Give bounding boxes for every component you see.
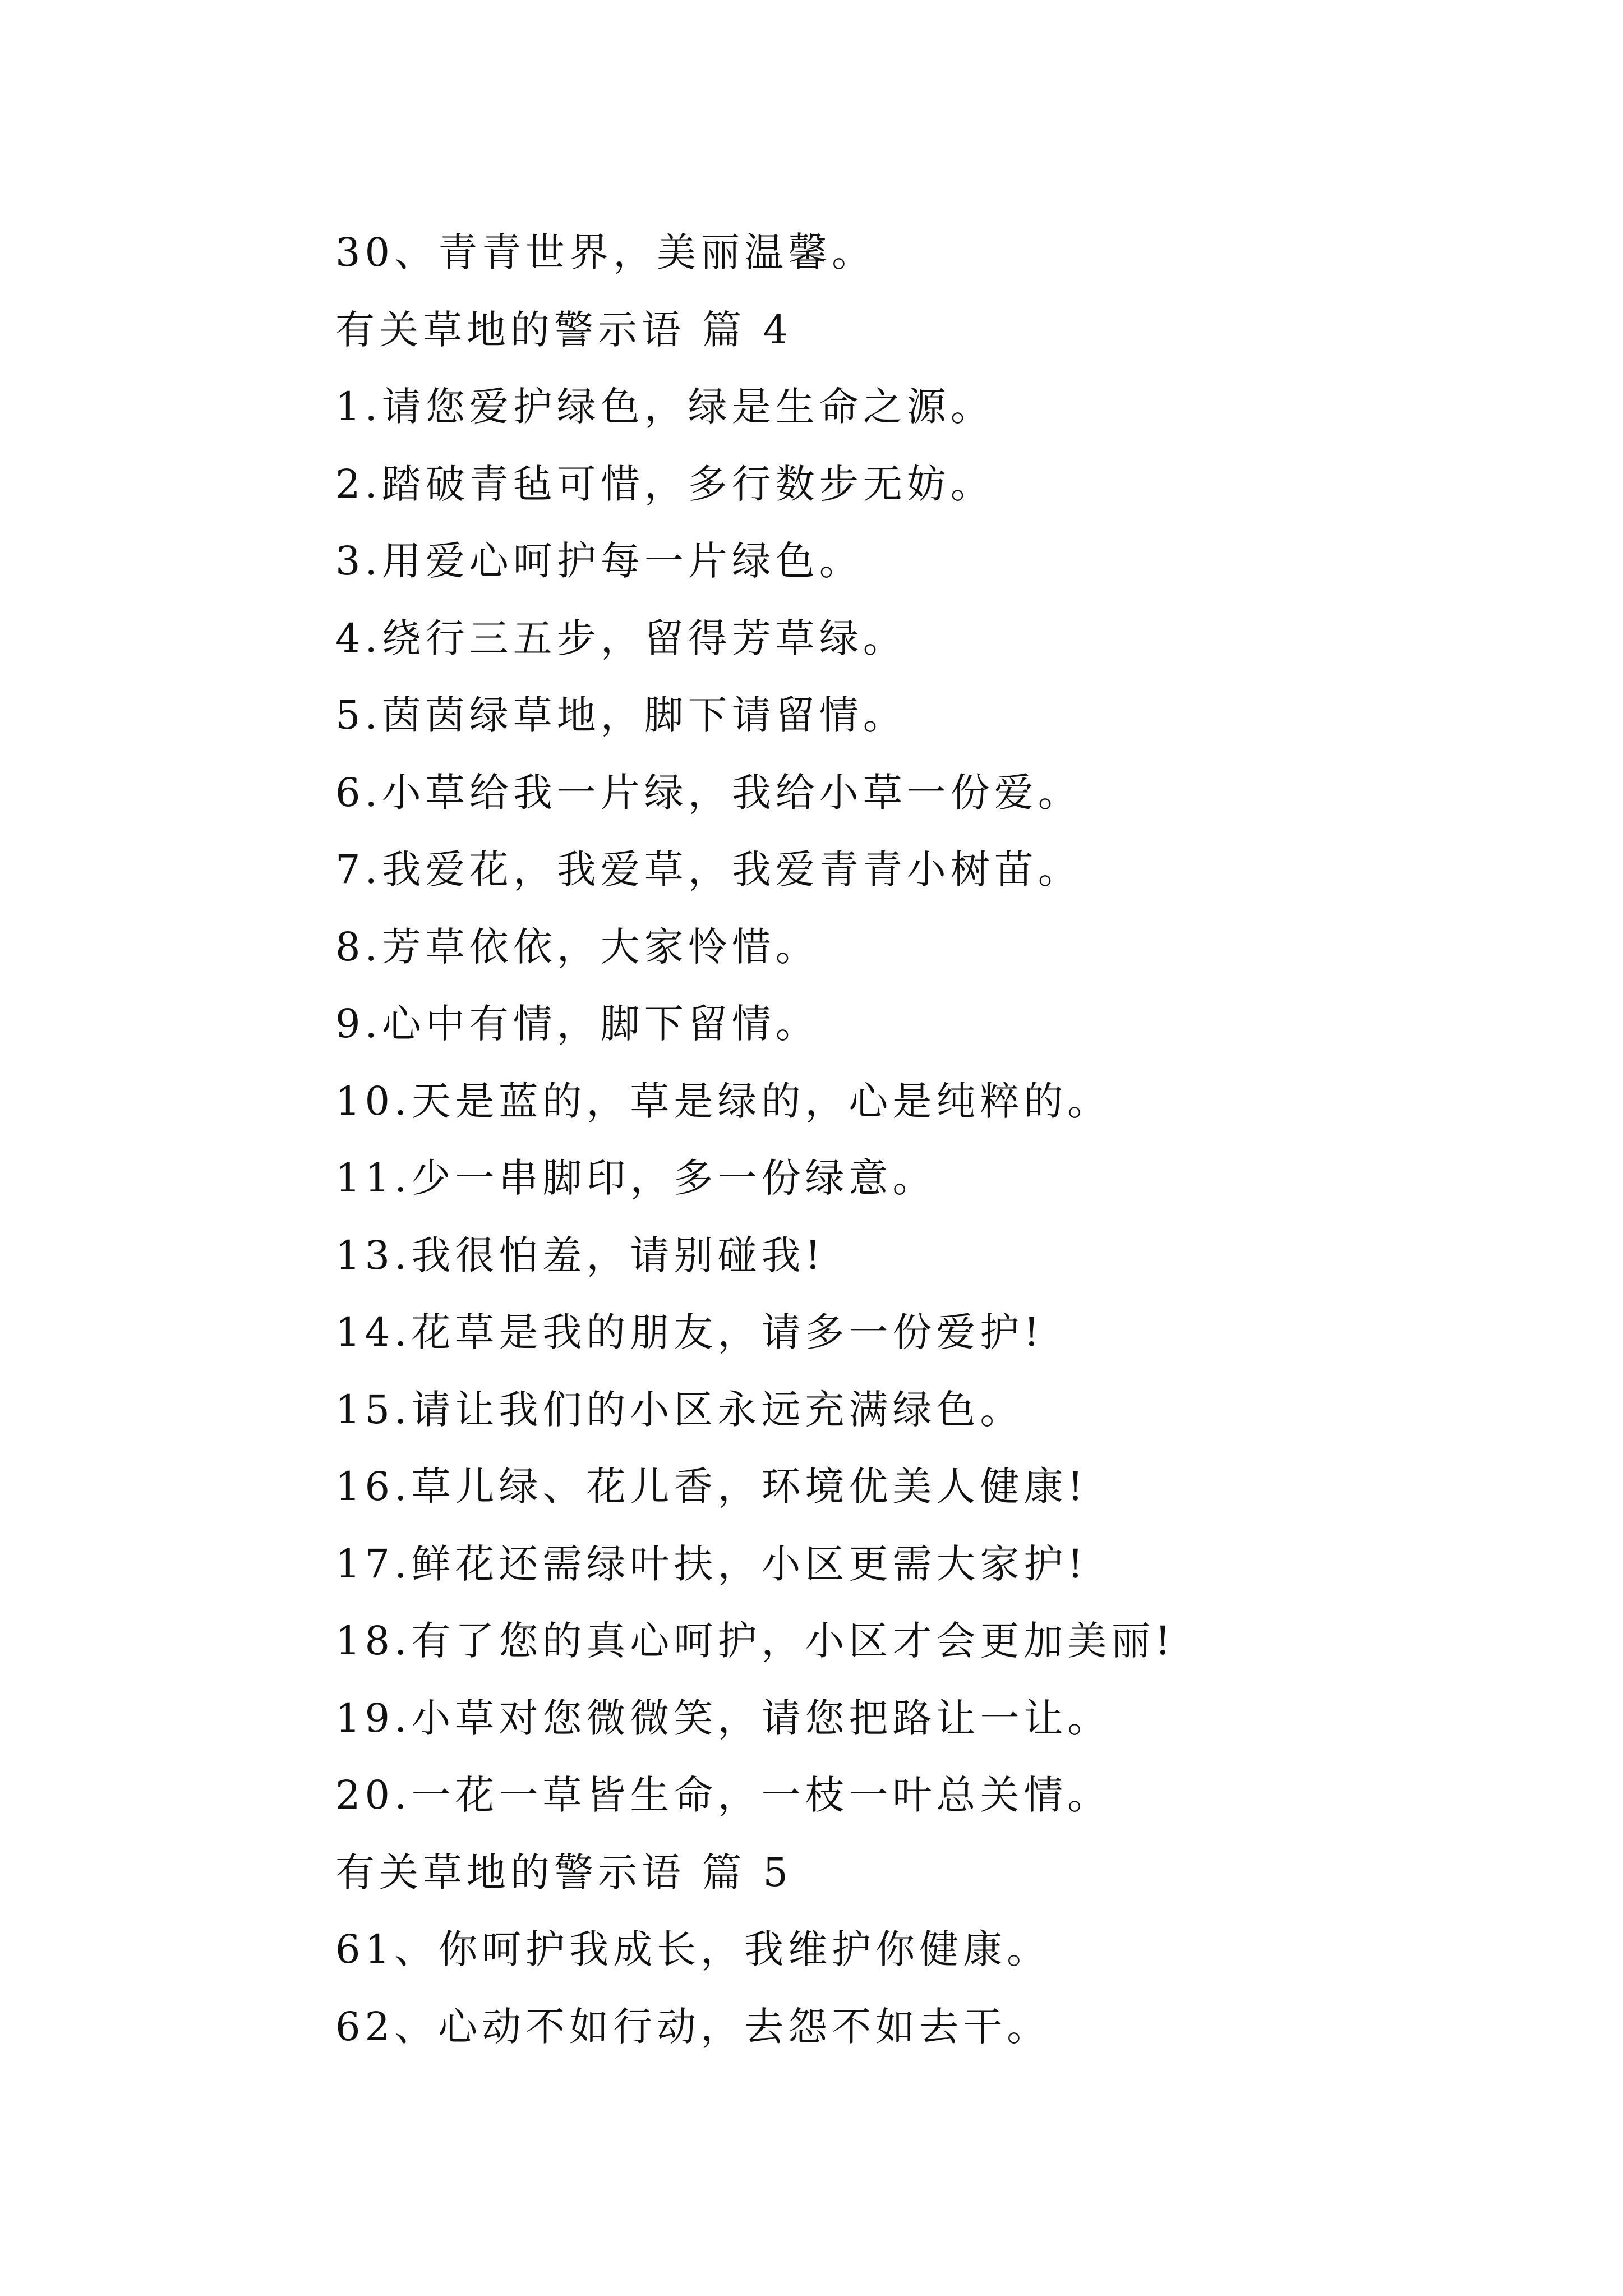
section-heading: 有关草地的警示语 篇 5 [335,1849,793,1895]
text-line: 4.绕行三五步，留得芳草绿。 [335,615,907,661]
text-line: 15.请让我们的小区永远充满绿色。 [335,1386,1024,1433]
text-line: 5.茵茵绿草地，脚下请留情。 [335,692,907,738]
text-line: 10.天是蓝的，草是绿的，心是纯粹的。 [335,1078,1112,1124]
text-line: 3.用爱心呵护每一片绿色。 [335,538,863,584]
text-line: 14.花草是我的朋友，请多一份爱护! [335,1309,1044,1355]
text-line: 7.我爱花，我爱草，我爱青青小树苗。 [335,846,1082,892]
text-line: 9.心中有情，脚下留情。 [335,1001,819,1047]
text-line: 6.小草给我一片绿，我给小草一份爱。 [335,769,1082,816]
text-line: 13.我很怕羞，请别碰我! [335,1232,826,1278]
text-line: 1.请您爱护绿色，绿是生命之源。 [335,384,994,430]
document-body [335,214,1513,2065]
text-line: 8.芳草依依，大家怜惜。 [335,923,819,970]
section-heading: 有关草地的警示语 篇 4 [335,306,793,353]
text-line: 17.鲜花还需绿叶扶，小区更需大家护! [335,1540,1088,1587]
text-line: 61、你呵护我成长，我维护你健康。 [335,1926,1051,1972]
text-line: 19.小草对您微微笑，请您把路让一让。 [335,1695,1112,1741]
text-line: 18.有了您的真心呵护，小区才会更加美丽! [335,1618,1175,1664]
text-line: 30、青青世界，美丽温馨。 [335,229,876,275]
text-line: 11.少一串脚印，多一份绿意。 [335,1155,937,1201]
text-line: 62、心动不如行动，去怨不如去干。 [335,2003,1051,2050]
text-line: 2.踏破青毡可惜，多行数步无妨。 [335,461,994,507]
text-line: 16.草儿绿、花儿香，环境优美人健康! [335,1464,1088,1510]
text-line: 20.一花一草皆生命，一枝一叶总关情。 [335,1772,1112,1818]
